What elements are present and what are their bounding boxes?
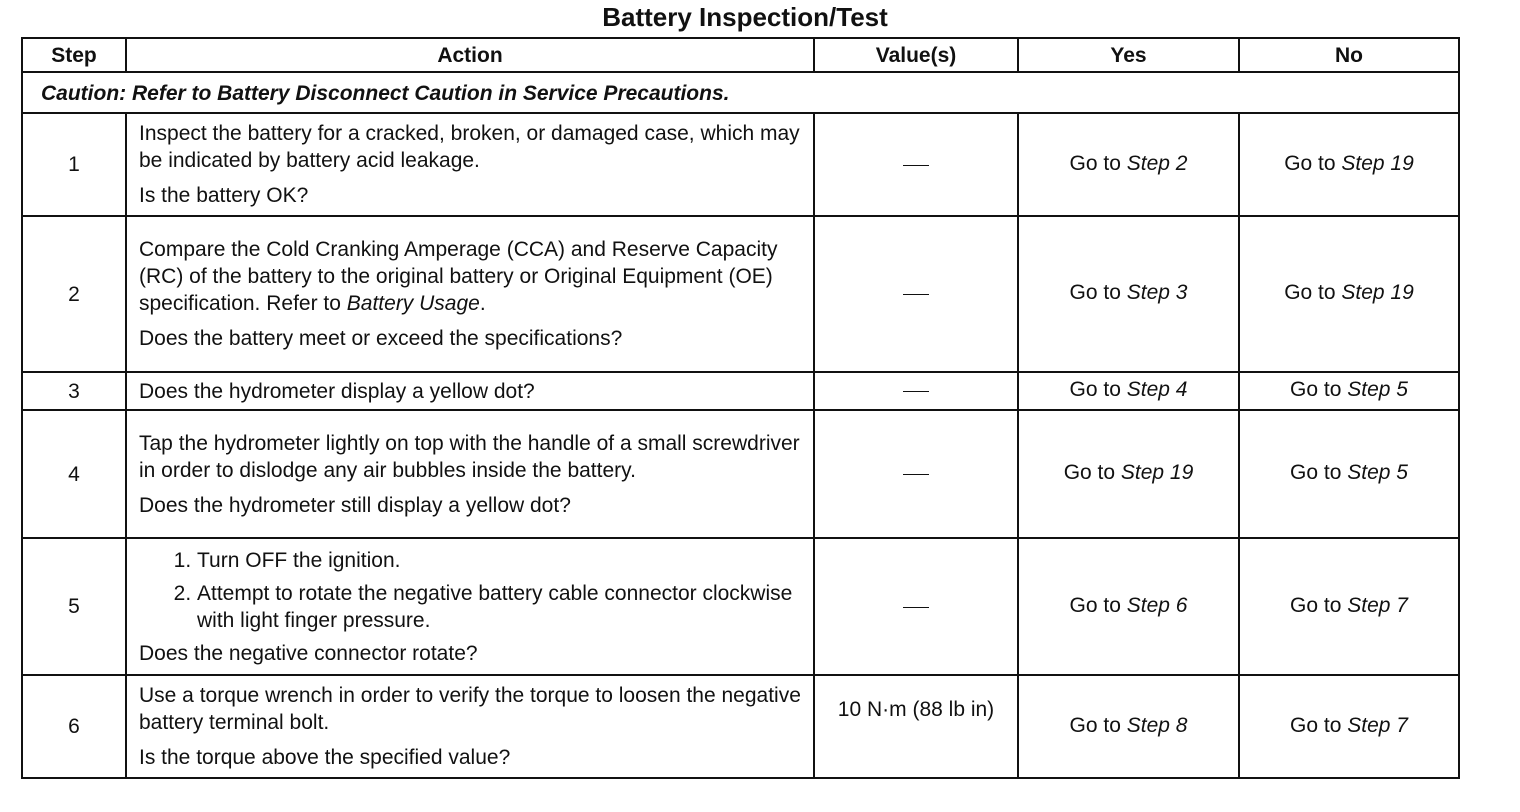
goto-prefix: Go to xyxy=(1069,151,1127,175)
step-number: 4 xyxy=(22,410,126,538)
value-cell xyxy=(814,216,1018,372)
yes-step-link[interactable]: Step 19 xyxy=(1120,461,1194,484)
action-text xyxy=(139,236,805,317)
value-cell xyxy=(814,410,1018,538)
goto-prefix: Go to xyxy=(1290,461,1348,484)
action-text-end: . xyxy=(479,292,486,315)
yes-step-link[interactable]: Step 2 xyxy=(1126,151,1188,175)
no-step-link[interactable]: Step 7 xyxy=(1347,593,1408,617)
action-text: Tap the hydrometer lightly on top with the handle of a small screwdriver in order to dislodge any air bubbles inside the battery. xyxy=(139,431,800,482)
caution-row xyxy=(22,72,1459,113)
caution-text: Caution: Refer to Battery Disconnect Caution in Service Precautions xyxy=(41,81,724,105)
value-cell xyxy=(814,538,1018,675)
question-text: Does the negative connector rotate? xyxy=(139,641,478,665)
substep-list xyxy=(139,547,805,634)
goto-prefix: Go to xyxy=(1069,713,1127,737)
goto-prefix: Go to xyxy=(1290,378,1348,401)
step-number: 6 xyxy=(22,675,126,778)
question-text: Is the battery OK? xyxy=(139,184,309,207)
no-cell xyxy=(1239,410,1459,538)
no-cell xyxy=(1239,538,1459,675)
yes-cell xyxy=(1018,216,1239,372)
goto-prefix: Go to xyxy=(1284,281,1342,304)
step-number: 2 xyxy=(22,216,126,372)
value-cell xyxy=(814,372,1018,410)
dash-mark xyxy=(903,607,929,608)
header-yes: Yes xyxy=(1018,38,1239,72)
action-cell xyxy=(126,410,814,538)
goto-prefix: Go to xyxy=(1290,593,1348,617)
table-row xyxy=(22,216,1459,372)
step-number: 1 xyxy=(22,113,126,216)
table-row xyxy=(22,538,1459,675)
action-cell xyxy=(126,675,814,778)
goto-prefix: Go to xyxy=(1069,378,1127,401)
value-cell: 10 N·m (88 lb in) xyxy=(814,675,1018,778)
action-cell xyxy=(126,113,814,216)
no-step-link[interactable]: Step 19 xyxy=(1341,281,1414,304)
no-step-link[interactable]: Step 7 xyxy=(1347,713,1408,737)
header-step: Step xyxy=(22,38,126,72)
question-text: Does the hydrometer still display a yellow dot? xyxy=(139,493,571,517)
yes-step-link[interactable]: Step 8 xyxy=(1126,713,1188,737)
substep-item: 2. Attempt to rotate the negative battery cable connector clockwise with light finger pressure. xyxy=(197,580,805,634)
action-text: Inspect the battery for a cracked, broken, or damaged case, which may be indicated by battery acid leakage. xyxy=(139,122,800,172)
dash-mark xyxy=(903,391,929,392)
header-row xyxy=(22,38,1459,72)
value-cell xyxy=(814,113,1018,216)
goto-prefix: Go to xyxy=(1284,151,1342,175)
header-action: Action xyxy=(126,38,814,72)
action-text: Use a torque wrench in order to verify the torque to loosen the negative battery terminal bolt. xyxy=(139,684,801,734)
action-cell xyxy=(126,538,814,675)
yes-cell xyxy=(1018,372,1239,410)
page-title: Battery Inspection/Test xyxy=(602,2,888,32)
substep-item: 1. Turn OFF the ignition. xyxy=(197,547,805,574)
no-step-link[interactable]: Step 5 xyxy=(1347,461,1408,484)
table-row xyxy=(22,113,1459,216)
yes-cell xyxy=(1018,410,1239,538)
action-text-main: Compare the Cold Cranking Amperage (CCA) and Reserve Capacity (RC) of the battery to the original battery or Original Equipment (OE) specification. Refer to xyxy=(139,238,778,315)
battery-usage-link[interactable]: Battery Usage xyxy=(346,292,480,315)
dash-mark xyxy=(903,165,929,166)
no-cell xyxy=(1239,113,1459,216)
action-cell xyxy=(126,216,814,372)
no-cell xyxy=(1239,216,1459,372)
goto-prefix: Go to xyxy=(1069,281,1127,304)
dash-mark xyxy=(903,474,929,475)
question-text: Does the hydrometer display a yellow dot? xyxy=(139,379,535,403)
no-step-link[interactable]: Step 19 xyxy=(1341,151,1414,175)
yes-cell xyxy=(1018,538,1239,675)
table-row xyxy=(22,675,1459,778)
diagnostic-table xyxy=(21,37,1460,779)
step-number: 5 xyxy=(22,538,126,675)
caution-note xyxy=(22,72,1459,113)
caution-period: . xyxy=(723,81,730,105)
yes-step-link[interactable]: Step 3 xyxy=(1126,281,1188,304)
no-cell xyxy=(1239,372,1459,410)
table-row xyxy=(22,410,1459,538)
action-cell xyxy=(126,372,814,410)
step-number: 3 xyxy=(22,372,126,410)
question-text: Does the battery meet or exceed the specifications? xyxy=(139,327,623,350)
yes-step-link[interactable]: Step 4 xyxy=(1126,378,1188,401)
yes-step-link[interactable]: Step 6 xyxy=(1126,593,1188,617)
goto-prefix: Go to xyxy=(1290,713,1348,737)
goto-prefix: Go to xyxy=(1063,461,1121,484)
table-row xyxy=(22,372,1459,410)
yes-cell xyxy=(1018,113,1239,216)
header-values: Value(s) xyxy=(814,38,1018,72)
yes-cell xyxy=(1018,675,1239,778)
no-step-link[interactable]: Step 5 xyxy=(1347,378,1408,401)
no-cell xyxy=(1239,675,1459,778)
goto-prefix: Go to xyxy=(1069,593,1127,617)
question-text: Is the torque above the specified value? xyxy=(139,746,511,769)
dash-mark xyxy=(903,294,929,295)
header-no: No xyxy=(1239,38,1459,72)
